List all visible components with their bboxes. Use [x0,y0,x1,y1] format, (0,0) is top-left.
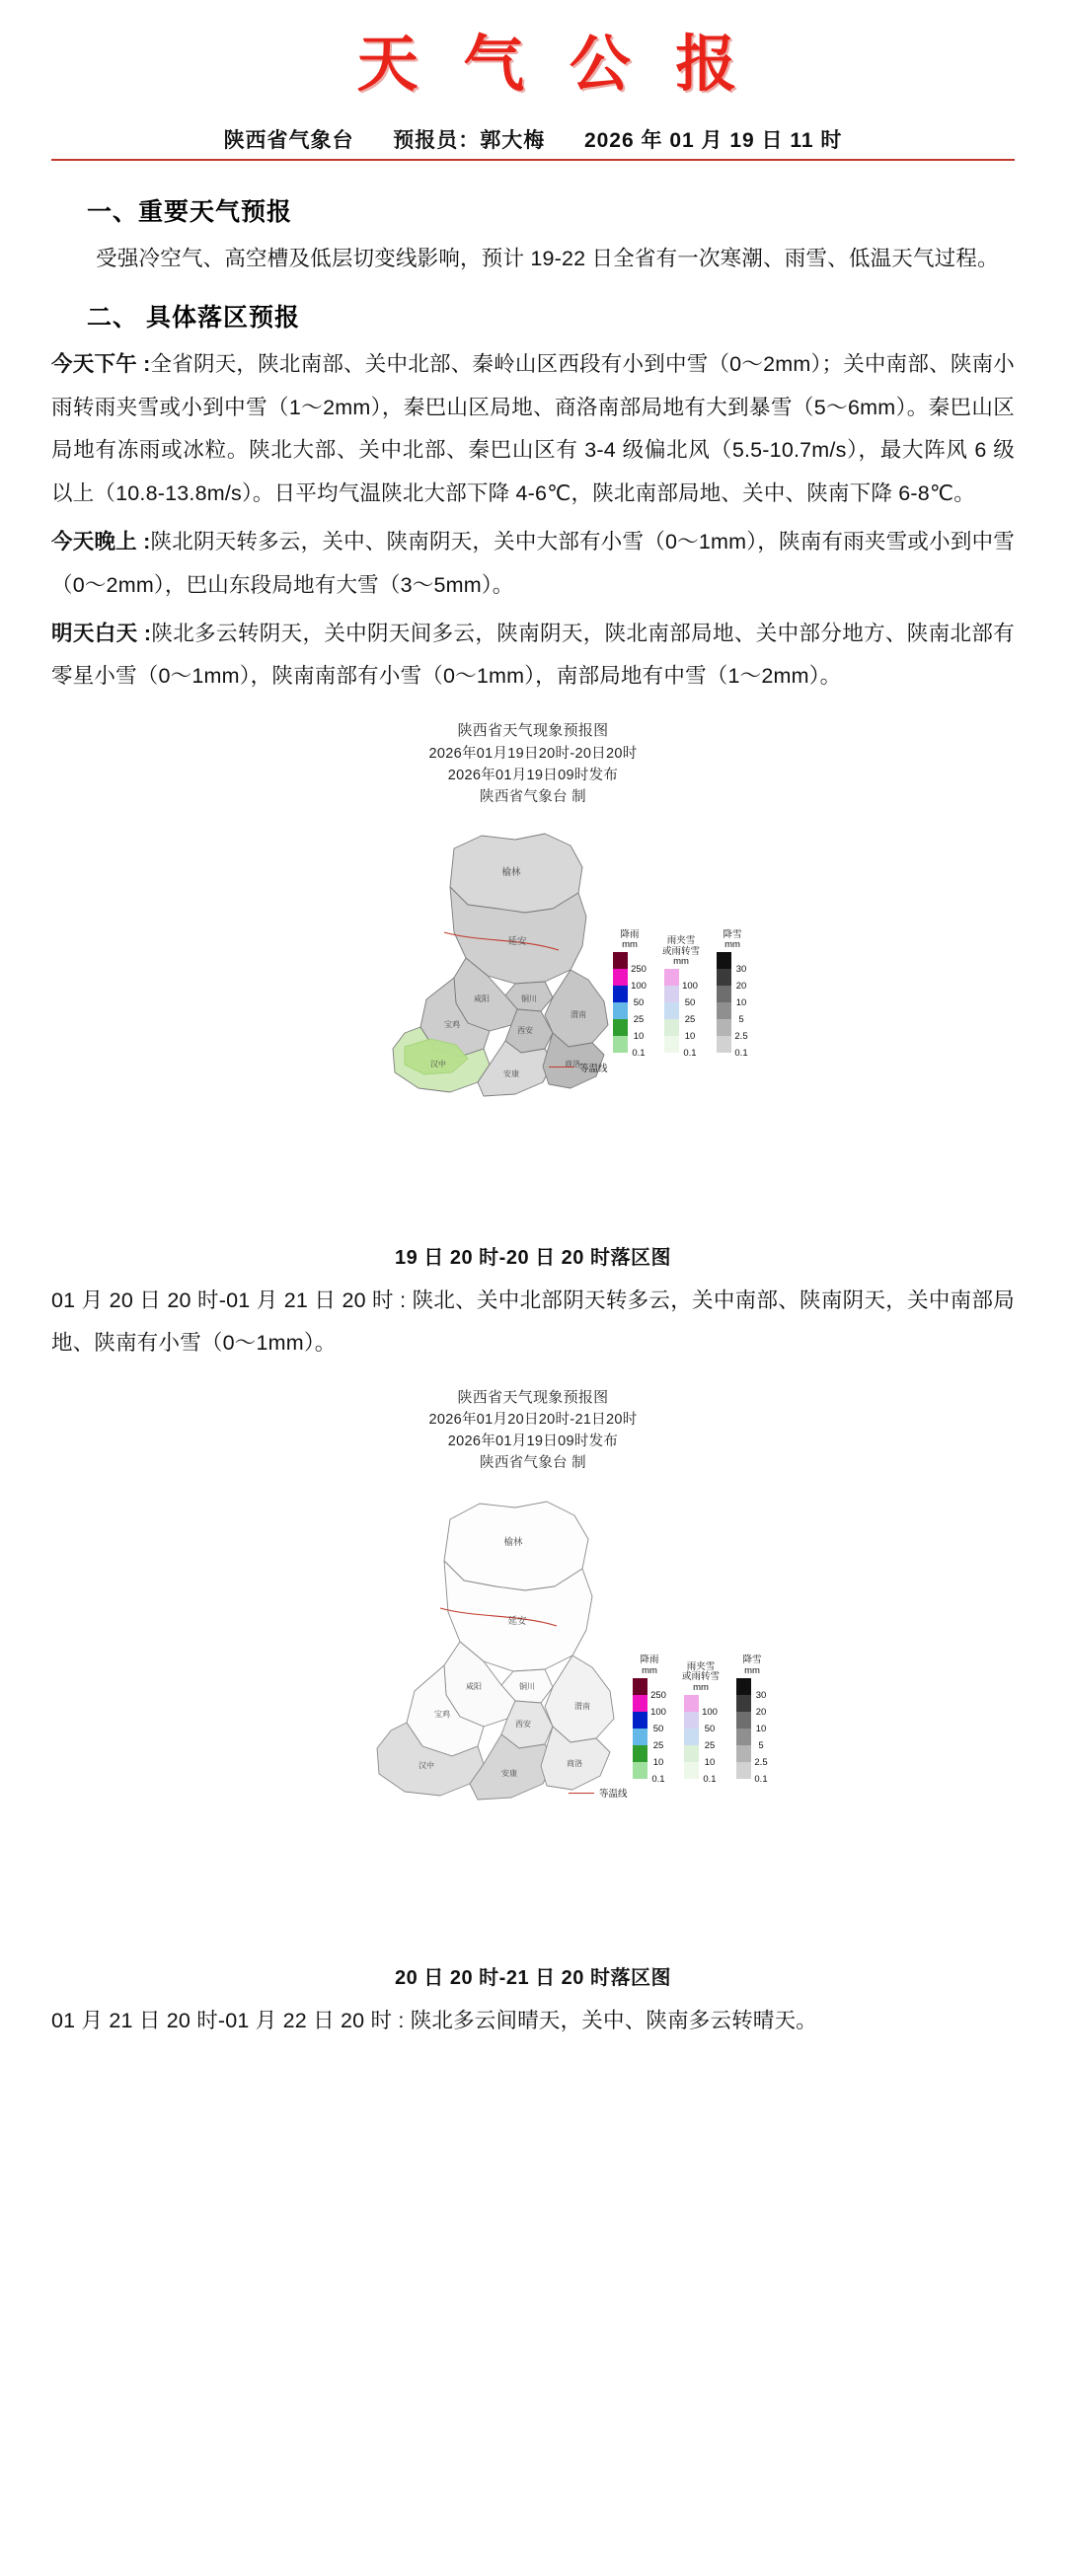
tomorrow-text: 陕北多云转阴天，关中阴天间多云，陕南阴天，陕北南部局地、关中部分地方、陕南北部有零星小雪（0～1mm），陕南南部有小雪（0～1mm），南部局地有中雪（1～2mm）。 [51,621,1015,689]
legend-snow-ticks-1 [734,952,747,1062]
figure-1-head-line-2: 2026年01月19日20时-20日20时 [428,745,638,762]
legend-snow-tick-30-2: 30 [755,1689,767,1701]
legend-sleet-tick-25-2: 25 [704,1739,716,1751]
forecast-figure-2 [51,1387,1015,1991]
legend-snow-bar-row-1 [717,952,747,1062]
legend-rain-tick-25-2: 25 [652,1739,664,1751]
figure-2-legend [627,1656,775,1787]
legend-rain-tick-100-1: 100 [631,980,647,992]
page-title: 天 气 公 报 [356,27,749,100]
map-label-tongchuan-1: 铜川 [521,994,537,1003]
masthead [0,0,1066,116]
legend-rain-tick-01-2: 0.1 [651,1773,665,1785]
figure-1-head-line-1: 陕西省天气现象预报图 [457,721,609,739]
legend-rain-tick-250-2: 250 [650,1689,666,1701]
legend-snow-colorbar-1 [717,952,731,1053]
legend-snow-tick-25d-1: 2.5 [734,1030,748,1042]
legend-sleet-tick-25-1: 25 [684,1013,696,1025]
legend-snow-tick-30-1: 30 [735,963,747,975]
map-label-baoji-2: 宝鸡 [434,1710,450,1720]
legend-snow-title-line1-2: 降雪 [742,1655,762,1666]
map-label-xianyang-1: 咸阳 [474,994,490,1003]
legend-rain-tick-50-1: 50 [633,996,645,1008]
legend-rain-ticks-2 [650,1678,666,1788]
legend-sleet-colorbar-2 [684,1695,699,1779]
legend-sleet-title-line1-1: 雨夹雪 [666,935,696,947]
map-label-yanan-1: 延安 [507,935,527,947]
legend-snow-colorbar-2 [736,1678,751,1779]
legend-snow-tick-20-2: 20 [755,1706,767,1718]
figure-1-isotherm-key [549,1061,608,1074]
legend-snow-title-line2-1: mm [724,939,740,951]
map-label-xianyang-2: 咸阳 [466,1682,482,1692]
figure-1-head-line-3: 2026年01月19日09时发布 [447,767,619,783]
day4-paragraph: 01 月 21 日 20 时-01 月 22 日 20 时 : 陕北多云间晴天，关中、陕南多云转晴天。 [51,2009,818,2033]
figure-2-header [51,1387,1015,1475]
legend-sleet-1 [658,936,704,1062]
legend-rain-ticks-1 [631,952,647,1062]
legend-rain-tick-50-2: 50 [652,1723,664,1734]
legend-snow-tick-5-1: 5 [738,1013,744,1025]
map-label-shangluo-1: 商洛 [565,1059,580,1068]
forecast-figure-1 [51,720,1015,1270]
legend-snow-2 [729,1656,775,1787]
figure-2-caption: 20 日 20 时-21 日 20 时落区图 [395,1967,671,1990]
legend-rain-tick-01-1: 0.1 [632,1047,646,1059]
legend-rain-tick-100-2: 100 [650,1706,666,1718]
legend-sleet-ticks-1 [682,969,698,1062]
issuing-office: 陕西省气象台 [223,129,354,152]
legend-sleet-title-line2-2: 或雨转雪 [681,1671,720,1683]
map-label-weinan-2: 渭南 [574,1702,590,1712]
legend-sleet-2 [678,1662,723,1788]
legend-rain-title-2 [640,1656,658,1676]
legend-sleet-title-line3-2: mm [693,1682,709,1694]
figure-2-map-area [257,1480,809,1944]
legend-sleet-title-line1-2: 雨夹雪 [686,1660,716,1672]
legend-rain-tick-10-2: 10 [652,1756,664,1768]
legend-rain-colorbar-1 [613,952,628,1053]
legend-rain-title-line2-1: mm [622,939,638,951]
tonight-lead: 今天晚上 : [51,530,151,554]
legend-sleet-title-2 [682,1662,720,1694]
figure-1-header [51,720,1015,808]
figure-1-legend [607,930,755,1062]
legend-rain-bar-row-1 [613,952,647,1062]
legend-sleet-tick-100-1: 100 [682,980,698,992]
legend-rain-tick-25-1: 25 [633,1013,645,1025]
legend-rain-1 [607,930,652,1062]
legend-snow-title-1 [723,930,741,951]
isotherm-label-1: 等温线 [579,1063,608,1074]
legend-snow-tick-01-2: 0.1 [754,1773,768,1785]
legend-sleet-title-1 [662,936,700,968]
map-label-yulin-1: 榆林 [501,866,521,878]
legend-sleet-title-line2-1: 或雨转雪 [661,945,700,957]
figure-1-caption: 19 日 20 时-20 日 20 时落区图 [395,1246,671,1269]
legend-rain-title-line2-2: mm [642,1665,657,1677]
legend-rain-title-line1-1: 降雨 [620,928,640,940]
figure-2-head-line-3: 2026年01月19日09时发布 [447,1434,619,1450]
legend-snow-tick-5-2: 5 [758,1739,764,1751]
byline-rule [51,124,1015,161]
legend-snow-tick-20-1: 20 [735,980,747,992]
today-afternoon-lead: 今天下午 : [51,352,151,377]
map-label-tongchuan-2: 铜川 [519,1682,535,1692]
figure-2-head-line-1: 陕西省天气现象预报图 [457,1388,609,1406]
legend-snow-bar-row-2 [736,1678,767,1788]
legend-snow-tick-10-2: 10 [755,1723,767,1734]
legend-sleet-colorbar-1 [664,969,679,1053]
isotherm-label-2: 等温线 [599,1789,628,1801]
legend-rain-colorbar-2 [633,1678,647,1779]
overview-paragraph: 受强冷空气、高空槽及低层切变线影响，预计 19-22 日全省有一次寒潮、雨雪、低温天气过程。 [96,247,999,270]
legend-snow-title-line1-1: 降雪 [723,928,742,940]
tomorrow-lead: 明天白天 : [51,621,152,645]
legend-sleet-tick-50-2: 50 [704,1723,716,1734]
issue-time: 2026 年 01 月 19 日 11 时 [583,129,843,152]
map-label-baoji-1: 宝鸡 [444,1019,460,1029]
legend-rain-2 [627,1656,672,1787]
legend-sleet-tick-10-1: 10 [684,1030,696,1042]
section-1-number: 一、 [87,198,139,226]
map-label-xian-2: 西安 [515,1720,531,1730]
map-label-ankang-1: 安康 [503,1068,519,1078]
map-label-hanzhong-2: 汉中 [419,1761,434,1771]
section-heading-2 [51,298,1015,333]
legend-snow-tick-01-1: 0.1 [734,1047,748,1059]
figure-2-head-line-4: 陕西省气象台 制 [480,1455,586,1472]
legend-rain-bar-row-2 [633,1678,666,1788]
map-label-yulin-2: 榆林 [503,1537,523,1549]
map-label-shangluo-2: 商洛 [567,1759,582,1769]
map-label-xian-1: 西安 [517,1025,533,1035]
legend-sleet-tick-01-1: 0.1 [683,1047,697,1059]
legend-rain-tick-10-1: 10 [633,1030,645,1042]
isotherm-swatch-2 [569,1793,594,1794]
legend-sleet-tick-50-1: 50 [684,996,696,1008]
map-label-weinan-1: 渭南 [571,1009,586,1019]
figure-2-head-line-2: 2026年01月20日20时-21日20时 [428,1412,638,1429]
legend-sleet-ticks-2 [702,1695,718,1788]
figure-2-isotherm-key [569,1786,628,1800]
legend-sleet-title-line3-1: mm [673,956,689,968]
tomorrow-paragraph [51,613,1015,699]
section-2-number: 二、 [87,304,139,332]
forecaster: 预报员：郭大梅 [393,129,546,152]
legend-sleet-bar-row-1 [664,969,698,1062]
figure-1-head-line-4: 陕西省气象台 制 [480,788,586,805]
section-heading-1 [51,192,1015,228]
legend-sleet-tick-10-2: 10 [704,1756,716,1768]
today-afternoon-text: 全省阴天，陕北南部、关中北部、秦岭山区西段有小到中雪（0～2mm）；关中南部、陕南小雨转雨夹雪或小到中雪（1～2mm），秦巴山区局地、商洛南部局地有大到暴雪（5～6mm）。秦巴山区局地有冻雨或冰粒。陕北大部、关中北部、秦巴山区有 3-4 级偏北风（5.5-10.7m/s），最大阵风 6 级以上（10.8-13.8m/s）。日平均气温陕北大部下降 4-6℃，陕北南部局地、关中、陕南下降 6-8℃。 [51,352,1015,505]
figure-1-map-area [257,814,809,1223]
day3-paragraph: 01 月 20 日 20 时-01 月 21 日 20 时 : 陕北、关中北部阴天转多云，关中南部、陕南阴天，关中南部局地、陕南有小雪（0～1mm）。 [51,1288,1015,1356]
legend-sleet-tick-01-2: 0.1 [703,1773,717,1785]
bulletin-content [51,161,1015,2043]
legend-sleet-tick-100-2: 100 [702,1706,718,1718]
legend-snow-1 [710,930,755,1062]
map-label-yanan-2: 延安 [507,1616,527,1628]
tonight-paragraph [51,521,1015,607]
legend-rain-tick-250-1: 250 [631,963,647,975]
tonight-text: 陕北阴天转多云，关中、陕南阴天，关中大部有小雪（0～1mm），陕南有雨夹雪或小到中雪（0～2mm），巴山东段局地有大雪（3～5mm）。 [51,530,1015,597]
legend-snow-ticks-2 [754,1678,767,1788]
legend-snow-tick-25d-2: 2.5 [754,1756,768,1768]
legend-rain-title-line1-2: 降雨 [640,1655,659,1666]
legend-snow-tick-10-1: 10 [735,996,747,1008]
legend-snow-title-2 [742,1656,761,1676]
byline [51,124,1015,154]
legend-sleet-bar-row-2 [684,1695,718,1788]
legend-rain-title-1 [620,930,639,951]
map-label-ankang-2: 安康 [501,1769,517,1779]
map-label-hanzhong-1: 汉中 [430,1059,446,1068]
region-ankang [478,1041,553,1096]
section-2-title: 具体落区预报 [145,304,300,332]
today-afternoon-paragraph [51,343,1015,515]
section-1-title: 重要天气预报 [138,198,293,226]
legend-snow-title-line2-2: mm [744,1665,760,1677]
